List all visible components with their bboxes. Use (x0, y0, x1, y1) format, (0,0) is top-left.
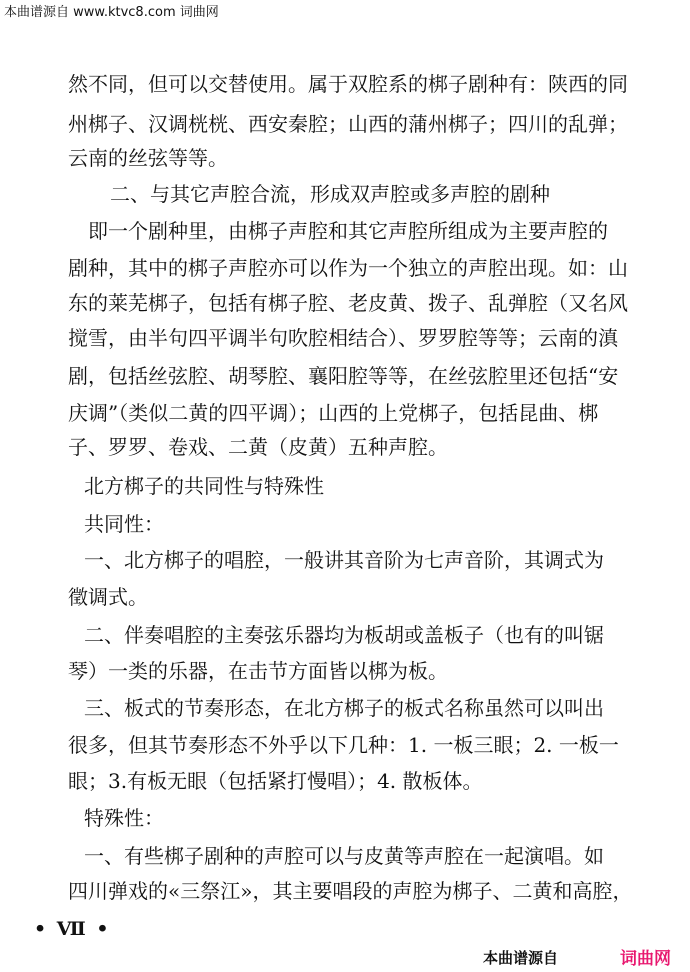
text-line: 徵调式。 (68, 585, 148, 609)
brand-logo-text: 词曲网 (620, 949, 671, 969)
text-line: 剧种，其中的梆子声腔亦可以作为一个独立的声腔出现。如：山 (68, 256, 628, 280)
text-line: 庆调”（类似二黄的四平调）；山西的上党梆子，包括昆曲、梆 (68, 401, 599, 425)
text-line: 云南的丝弦等等。 (68, 146, 228, 170)
text-line: 子、罗罗、卷戏、二黄（皮黄）五种声腔。 (68, 435, 448, 459)
text-line: 四川弹戏的«三祭江»，其主要唱段的声腔为梆子、二黄和高腔， (68, 879, 633, 903)
text-line: 三、板式的节奏形态，在北方梆子的板式名称虽然可以叫出 (84, 696, 604, 720)
text-line: 州梆子、汉调桄桄、西安秦腔；山西的蒲州梆子；四川的乱弹； (68, 112, 628, 136)
text-line: 东的莱芜梆子，包括有梆子腔、老皮黄、拨子、乱弹腔（又名风 (68, 291, 628, 315)
text-line: 眼；3.有板无眼（包括紧打慢唱）；4. 散板体。 (68, 769, 483, 793)
text-line: 琴）一类的乐器，在击节方面皆以梆为板。 (68, 659, 448, 683)
text-line: 一、北方梆子的唱腔，一般讲其音阶为七声音阶，其调式为 (84, 548, 604, 572)
text-line: 很多，但其节奏形态不外乎以下几种：1. 一板三眼；2. 一板一 (68, 733, 619, 757)
header-watermark: 本曲谱源自 www.ktvc8.com 词曲网 (4, 5, 219, 20)
subheading: 特殊性： (84, 806, 164, 830)
text-line: 二、伴奏唱腔的主奏弦乐器均为板胡或盖板子（也有的叫锯 (84, 623, 604, 647)
subheading: 共同性： (84, 512, 164, 536)
page-number: • Ⅶ • (34, 918, 111, 940)
text-line: 即一个剧种里，由梆子声腔和其它声腔所组成为主要声腔的 (88, 219, 608, 243)
text-line: 一、有些梆子剧种的声腔可以与皮黄等声腔在一起演唱。如 (84, 844, 604, 868)
text-line: 搅雪，由半句四平调半句吹腔相结合）、罗罗腔等等；云南的滇 (68, 326, 618, 350)
section-heading: 北方梆子的共同性与特殊性 (84, 474, 324, 498)
text-line: 剧，包括丝弦腔、胡琴腔、襄阳腔等等，在丝弦腔里还包括“安 (68, 364, 619, 388)
source-label: 本曲谱源自 (483, 949, 559, 967)
section-heading: 二、与其它声腔合流，形成双声腔或多声腔的剧种 (110, 182, 550, 206)
text-line: 然不同，但可以交替使用。属于双腔系的梆子剧种有：陕西的同 (68, 72, 628, 96)
